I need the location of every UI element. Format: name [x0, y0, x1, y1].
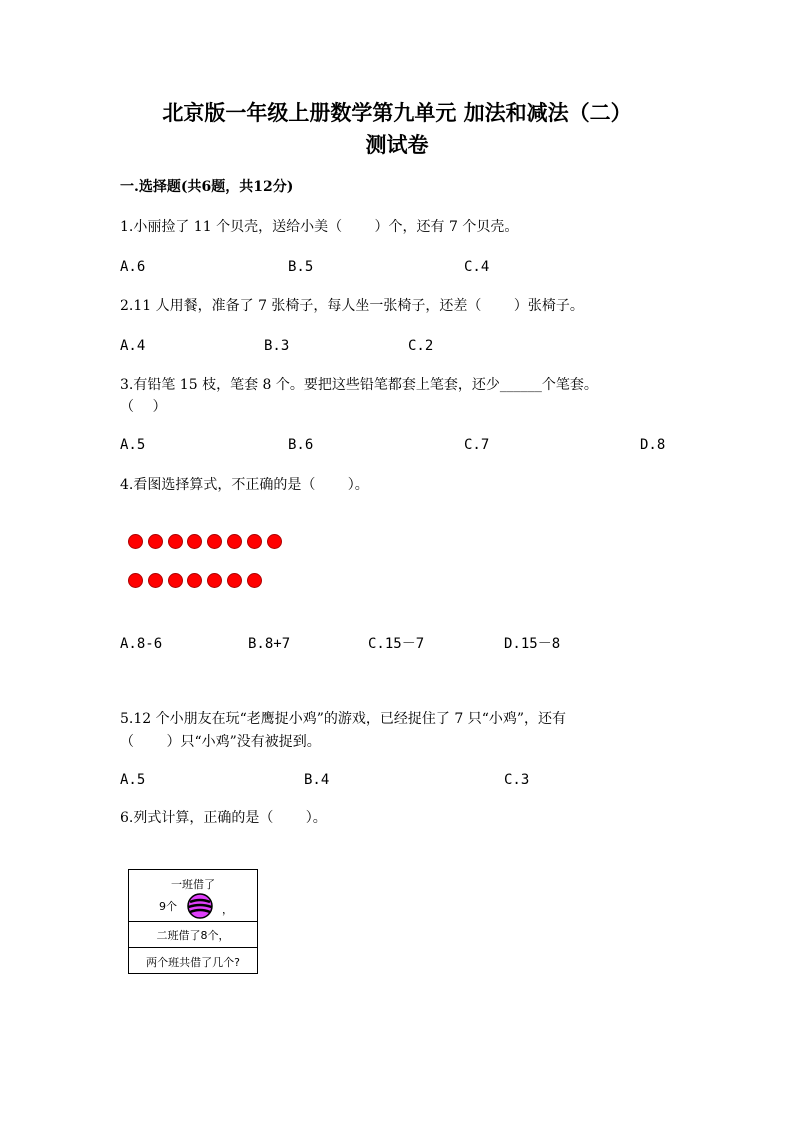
red-dot-row1: [247, 534, 262, 549]
q3-option-d[interactable]: D.8: [640, 437, 666, 453]
red-dot-row2: [187, 573, 202, 588]
red-dot-row1: [207, 534, 222, 549]
ball-icon: [186, 892, 214, 920]
box-line-2: 9个: [159, 900, 177, 913]
box-line-1: 一班借了: [171, 878, 215, 891]
question-4: 4.看图选择算式，不正确的是（ ）。: [120, 477, 369, 493]
box-line-3: 二班借了8个，: [156, 929, 230, 942]
question-6: 6.列式计算，正确的是（ ）。: [120, 810, 327, 826]
box-comma: ，: [222, 903, 233, 916]
red-dot-row1: [227, 534, 242, 549]
q5-option-b[interactable]: B.4: [304, 772, 330, 788]
red-dot-row1: [148, 534, 163, 549]
page-title: 北京版一年级上册数学第九单元 加法和减法（二）: [162, 100, 632, 125]
q3-option-a[interactable]: A.5: [120, 437, 146, 453]
q3-option-c[interactable]: C.7: [464, 437, 490, 453]
red-dot-row2: [148, 573, 163, 588]
red-dot-row1: [267, 534, 282, 549]
box-divider-2: [129, 947, 257, 948]
box-divider-1: [129, 921, 257, 922]
q4-option-a[interactable]: A.8-6: [120, 636, 163, 652]
q4-option-b[interactable]: B.8+7: [248, 636, 291, 652]
q2-option-c[interactable]: C.2: [408, 338, 434, 354]
q3-option-b[interactable]: B.6: [288, 437, 314, 453]
red-dot-row2: [247, 573, 262, 588]
q1-option-b[interactable]: B.5: [288, 259, 314, 275]
q4-option-d[interactable]: D.15－8: [504, 636, 561, 652]
red-dot-row2: [128, 573, 143, 588]
red-dot-row2: [168, 573, 183, 588]
red-dot-row2: [227, 573, 242, 588]
red-dot-row1: [128, 534, 143, 549]
q5-option-a[interactable]: A.5: [120, 772, 146, 788]
word-problem-box: [128, 869, 258, 974]
q1-option-c[interactable]: C.4: [464, 259, 490, 275]
q1-option-a[interactable]: A.6: [120, 259, 146, 275]
question-3-answer-paren: （ ）: [120, 399, 167, 415]
red-dot-row1: [168, 534, 183, 549]
q5-option-c[interactable]: C.3: [504, 772, 530, 788]
red-dot-row2: [207, 573, 222, 588]
question-5-line2: （ ）只“小鸡”没有被捉到。: [120, 734, 321, 750]
question-1: 1.小丽捡了 11 个贝壳，送给小美（ ）个，还有 7 个贝壳。: [120, 219, 519, 235]
q2-option-a[interactable]: A.4: [120, 338, 146, 354]
question-5: 5.12 个小朋友在玩“老鹰捉小鸡”的游戏，已经捉住了 7 只“小鸡”，还有: [120, 711, 567, 727]
box-line-4: 两个班共借了几个?: [146, 956, 240, 969]
question-2: 2.11 人用餐，准备了 7 张椅子，每人坐一张椅子，还差（ ）张椅子。: [120, 298, 584, 314]
section-heading: 一.选择题(共6题，共12分): [120, 179, 294, 195]
q4-option-c[interactable]: C.15－7: [368, 636, 425, 652]
q2-option-b[interactable]: B.3: [264, 338, 290, 354]
red-dot-row1: [187, 534, 202, 549]
question-3: 3.有铅笔 15 枝，笔套 8 个。要把这些铅笔都套上笔套，还少______个笔套。: [120, 377, 598, 393]
page-title-line2: 测试卷: [365, 132, 429, 157]
